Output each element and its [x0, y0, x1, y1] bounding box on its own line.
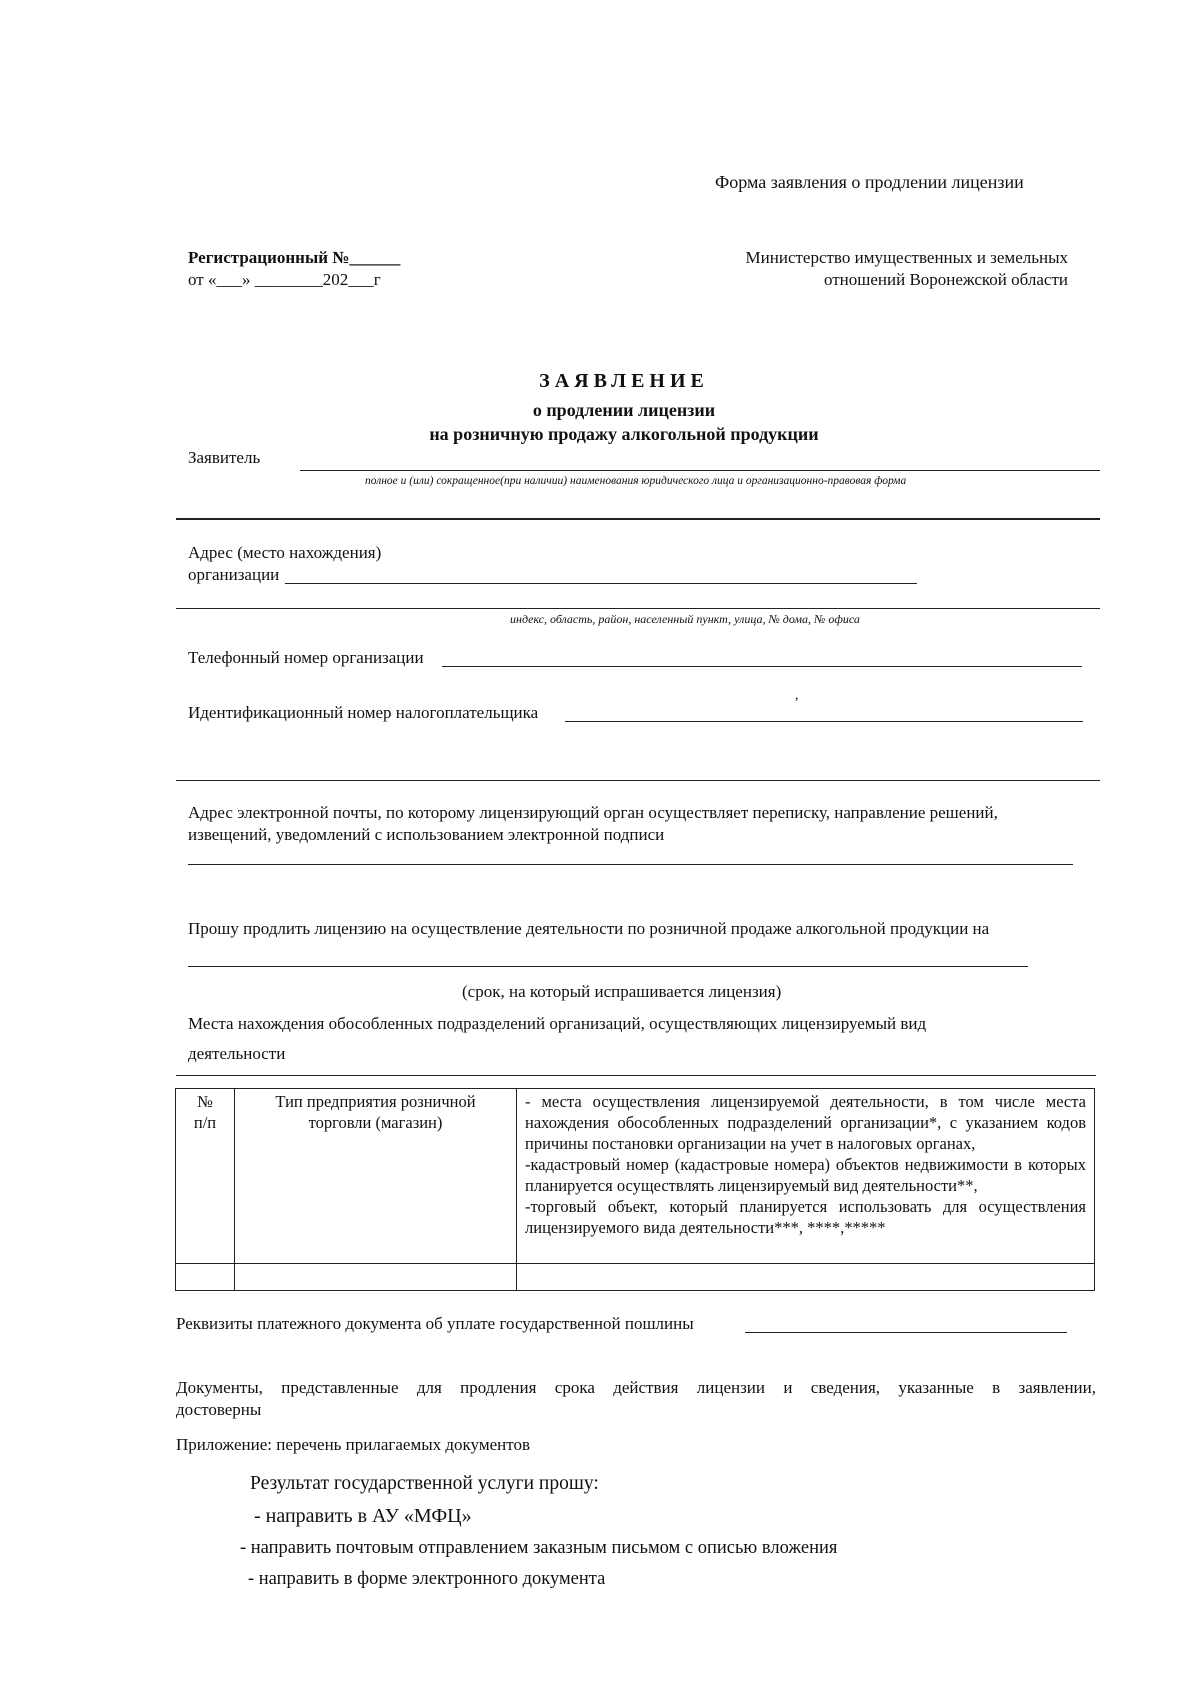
locations-label-line-1: Места нахождения обособленных подразделений организаций, осуществляющих лицензируемый вид [188, 1014, 927, 1033]
email-label-line-1: Адрес электронной почты, по которому лицензирующий орган осуществляет переписку, направление решений, [188, 803, 998, 822]
table-cell-number[interactable] [176, 1264, 235, 1291]
table-header-type-line-1: Тип предприятия розничной [275, 1092, 476, 1111]
table-header-details [517, 1089, 1095, 1264]
address-input-line[interactable] [285, 583, 917, 584]
email-label-line-2: извещений, уведомлений с использованием электронной подписи [188, 825, 665, 844]
request-term-hint: (срок, на который испрашивается лицензия) [462, 982, 782, 1001]
inn-input-line-2[interactable] [176, 780, 1100, 781]
registration-date-label: от «___» ________202___г [188, 270, 381, 289]
table-header-number-line-2: п/п [193, 1113, 217, 1132]
registration-number-label: Регистрационный №______ [188, 248, 401, 267]
table-header-number [176, 1089, 235, 1264]
table-header-details-p2: -кадастровый номер (кадастровые номера) объектов недвижимости в которых планируется осуществлять лицензируемый вид деятельности**, [525, 1155, 1086, 1195]
phone-label: Телефонный номер организации [188, 648, 424, 667]
confirm-line-1: Документы, представленные для продления срока действия лицензии и сведения, указанные в заявлении, [176, 1378, 1096, 1397]
address-hint: индекс, область, район, населенный пункт, улица, № дома, № офиса [510, 612, 860, 626]
table-header-type-line-2: торговли (магазин) [308, 1113, 443, 1132]
applicant-hint: полное и (или) сокращенное(при наличии) наименования юридического лица и организационно-правовая форма [365, 475, 907, 487]
locations-label-line-2: деятельности [188, 1044, 286, 1063]
request-text: Прошу продлить лицензию на осуществление деятельности по розничной продаже алкогольной продукции на [188, 919, 990, 938]
table-header-row [176, 1089, 1095, 1264]
applicant-label: Заявитель [188, 448, 261, 467]
document-subtitle-1: о продлении лицензии [532, 400, 716, 420]
document-title: ЗАЯВЛЕНИЕ [539, 370, 709, 392]
document-subtitle-2: на розничную продажу алкогольной продукции [429, 424, 819, 444]
request-term-input-line[interactable] [188, 966, 1028, 967]
appendix-label: Приложение: перечень прилагаемых документов [176, 1435, 530, 1454]
table-row [176, 1264, 1095, 1291]
result-option-mail[interactable]: - направить почтовым отправлением заказным письмом с описью вложения [240, 1538, 838, 1558]
payment-label: Реквизиты платежного документа об уплате государственной пошлины [176, 1314, 694, 1333]
applicant-input-line[interactable] [300, 470, 1100, 471]
email-input-line[interactable] [188, 864, 1073, 865]
address-label-line-2: организации [188, 565, 280, 584]
payment-input-line[interactable] [745, 1332, 1067, 1333]
inn-label: Идентификационный номер налогоплательщика [188, 703, 539, 722]
table-header-type [235, 1089, 517, 1264]
result-option-mfc[interactable]: - направить в АУ «МФЦ» [254, 1505, 472, 1527]
address-label-line-1: Адрес (место нахождения) [188, 543, 382, 562]
recipient-line-1: Министерство имущественных и земельных [745, 248, 1068, 267]
table-cell-details[interactable] [517, 1264, 1095, 1291]
inn-mark: , [795, 688, 799, 703]
locations-table [175, 1088, 1095, 1291]
form-name: Форма заявления о продлении лицензии [715, 172, 1024, 192]
table-header-number-line-1: № [197, 1092, 213, 1111]
table-header-details-p3: -торговый объект, который планируется использовать для осуществления лицензируемого вида деятельности***, ****,***** [525, 1197, 1086, 1237]
result-option-electronic[interactable]: - направить в форме электронного документа [248, 1569, 606, 1589]
locations-input-line[interactable] [176, 1075, 1096, 1076]
table-header-details-p1: - места осуществления лицензируемой деятельности, в том числе места нахождения обособленных подразделений организации*, с указанием кодов причины постановки организации на учет в налоговых органах, [525, 1092, 1086, 1153]
applicant-input-line-2[interactable] [176, 518, 1100, 520]
phone-input-line[interactable] [442, 666, 1082, 667]
recipient-line-2: отношений Воронежской области [823, 270, 1068, 289]
table-cell-type[interactable] [235, 1264, 517, 1291]
confirm-line-2: достоверны [176, 1400, 262, 1419]
address-input-line-2[interactable] [176, 608, 1100, 609]
result-heading: Результат государственной услуги прошу: [250, 1473, 599, 1494]
inn-input-line[interactable] [565, 721, 1083, 722]
